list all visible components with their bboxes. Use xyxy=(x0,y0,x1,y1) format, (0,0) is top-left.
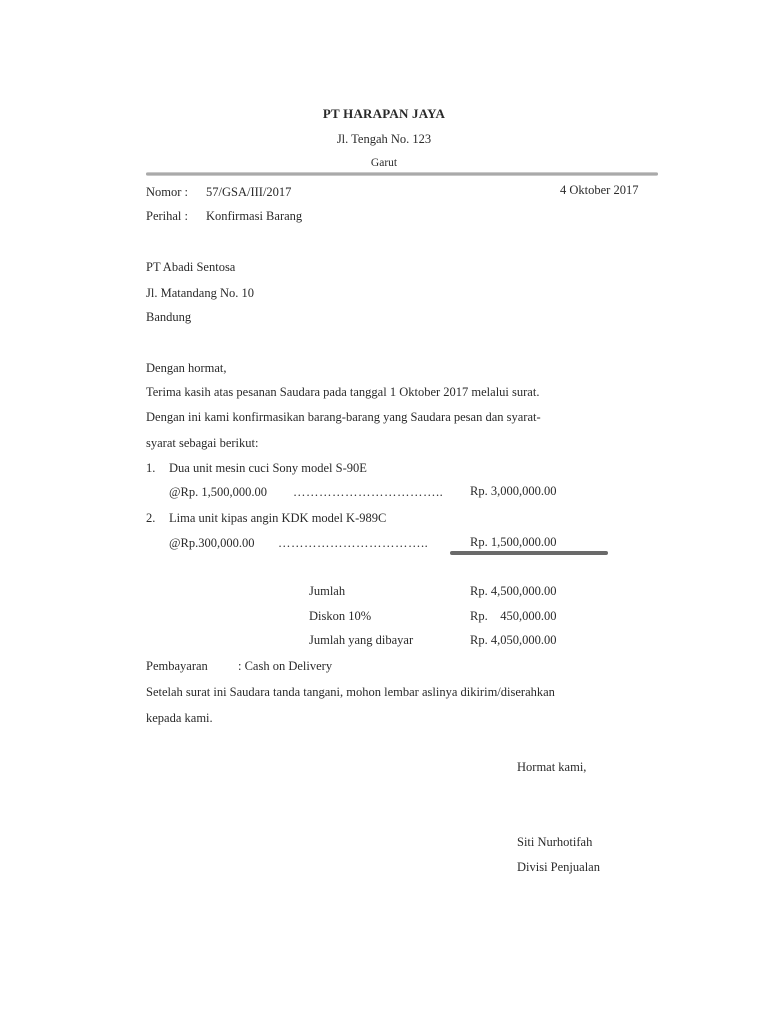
recipient-city: Bandung xyxy=(146,310,192,324)
item-description: Lima unit kipas angin KDK model K-989C xyxy=(169,511,387,525)
item-description: Dua unit mesin cuci Sony model S-90E xyxy=(169,461,367,475)
greeting: Dengan hormat, xyxy=(146,361,227,375)
item-total: Rp. 1,500,000.00 xyxy=(470,535,557,549)
body-line-1: Terima kasih atas pesanan Saudara pada tanggal 1 Oktober 2017 melalui surat. xyxy=(146,385,540,399)
sum-divider xyxy=(450,551,608,555)
closing-line-1: Setelah surat ini Saudara tanda tangani, mohon lembar aslinya dikirim/diserahkan xyxy=(146,685,555,699)
header-divider xyxy=(146,172,658,176)
payment-value: : Cash on Delivery xyxy=(238,659,333,673)
jumlah-value: Rp. 4,500,000.00 xyxy=(470,584,557,598)
company-city: Garut xyxy=(370,157,398,169)
item-leader-dots: …………………………….. xyxy=(293,485,444,499)
dibayar-label: Jumlah yang dibayar xyxy=(309,633,414,647)
item-unit-price: @Rp. 1,500,000.00 xyxy=(169,485,267,499)
diskon-value: Rp. 450,000.00 xyxy=(470,609,557,623)
recipient-name: PT Abadi Sentosa xyxy=(146,260,236,274)
item-leader-dots: …………………………….. xyxy=(278,536,429,550)
signatory-name: Siti Nurhotifah xyxy=(517,835,593,849)
recipient-address: Jl. Matandang No. 10 xyxy=(146,286,254,300)
item-unit-price: @Rp.300,000.00 xyxy=(169,536,255,550)
body-line-2: Dengan ini kami konfirmasikan barang-barang yang Saudara pesan dan syarat- xyxy=(146,410,541,424)
company-name: PT HARAPAN JAYA xyxy=(322,106,446,121)
body-line-3: syarat sebagai berikut: xyxy=(146,436,259,450)
payment-label: Pembayaran xyxy=(146,659,208,673)
signatory-division: Divisi Penjualan xyxy=(517,860,600,874)
jumlah-label: Jumlah xyxy=(309,584,346,598)
closing-line-2: kepada kami. xyxy=(146,711,213,725)
item-total: Rp. 3,000,000.00 xyxy=(470,484,557,498)
dibayar-value: Rp. 4,050,000.00 xyxy=(470,633,557,647)
diskon-label: Diskon 10% xyxy=(309,609,372,623)
company-address: Jl. Tengah No. 123 xyxy=(336,132,432,146)
perihal-value: Konfirmasi Barang xyxy=(206,209,303,223)
letter-date: 4 Oktober 2017 xyxy=(560,183,639,197)
item-number: 1. xyxy=(146,461,156,475)
nomor-label: Nomor : xyxy=(146,185,189,199)
nomor-value: 57/GSA/III/2017 xyxy=(206,185,292,199)
signature-salutation: Hormat kami, xyxy=(517,760,587,774)
perihal-label: Perihal : xyxy=(146,209,189,223)
item-number: 2. xyxy=(146,511,156,525)
